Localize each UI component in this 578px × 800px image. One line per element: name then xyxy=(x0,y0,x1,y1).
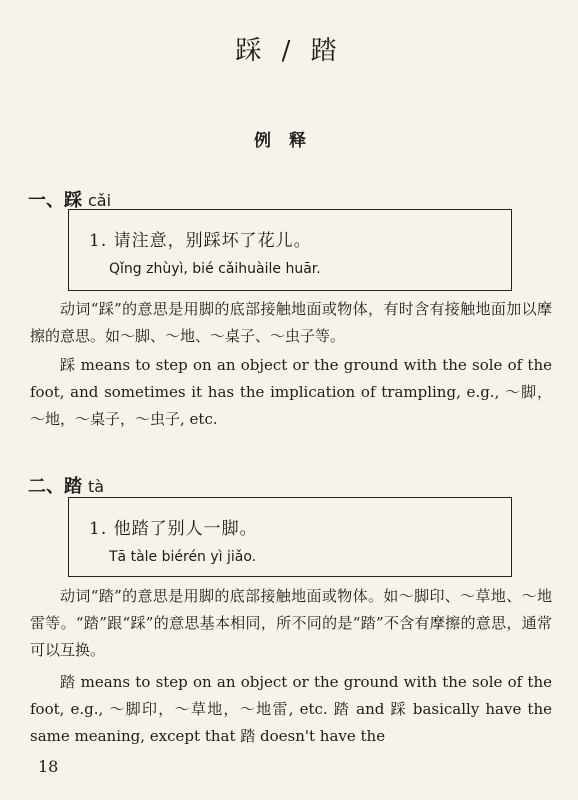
page-number: 18 xyxy=(38,757,59,776)
explanation-en-ta: 踏 means to step on an object or the ground with the sole of the foot, e.g., ～脚印，～草地，～地雷, etc. 踏 and 踩 basically have the same meaning, except that 踏 doesn't have the xyxy=(30,673,552,745)
example-sentence: 1. 他踏了别人一脚。 xyxy=(89,519,258,539)
section-heading-pinyin: tà xyxy=(88,477,105,496)
section-heading-pinyin: cǎi xyxy=(88,191,112,210)
example-pinyin: Qǐng zhùyì, bié cǎihuàile huār. xyxy=(109,261,321,277)
section-subtitle: 例释 xyxy=(254,131,324,151)
example-pinyin: Tā tàle biérén yì jiǎo. xyxy=(109,549,257,565)
example-sentence: 1. 请注意，别踩坏了花儿。 xyxy=(89,231,312,251)
section-heading-ta xyxy=(28,472,104,498)
example-box-ta xyxy=(68,497,512,577)
section-heading-label: 二、踏 xyxy=(28,476,82,497)
example-box-cai xyxy=(68,209,512,291)
page-title: 踩 / 踏 xyxy=(235,36,343,66)
section-heading-label: 一、踩 xyxy=(28,190,82,211)
explanation-cn-cai: 动词“踩”的意思是用脚的底部接触地面或物体，有时含有接触地面加以摩擦的意思。如～脚、～地、～桌子、～虫子等。 xyxy=(30,300,552,345)
explanation-en-cai: 踩 means to step on an object or the ground with the sole of the foot, and sometimes it has the implication of trampling, e.g., ～脚，～地，～桌子，～虫子, etc. xyxy=(30,356,552,428)
explanation-cn-ta: 动词“踏”的意思是用脚的底部接触地面或物体。如～脚印、～草地、～地雷等。“踏”跟“踩”的意思基本相同，所不同的是“踏”不含有摩擦的意思，通常可以互换。 xyxy=(30,587,552,659)
